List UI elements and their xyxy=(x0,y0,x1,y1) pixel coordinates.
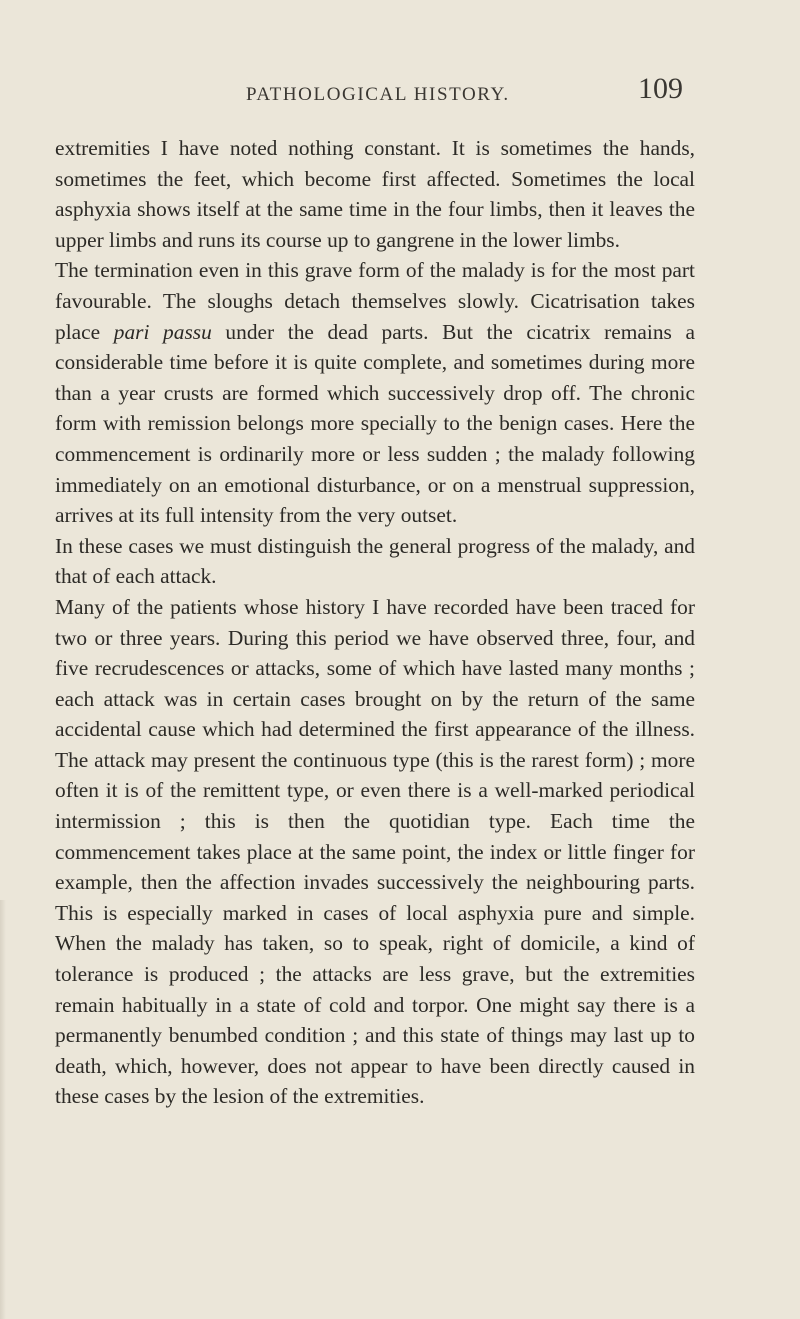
paragraph-patients: Many of the patients whose history I have recorded have been traced for two or three years. During this period we have observed three, four, and five recrudescences or attacks, some of which have lasted many months ; each attack was in certain cases brought on by the return of the same accidental cause which had determined the first appearance of the illness. The attack may present the continuous type (this is the rarest form) ; more often it is of the remittent type, or even there is a well-marked periodical intermission ; this is then the quotidian type. Each time the commencement takes place at the same point, the index or little finger for example, then the affection invades successively the neighbouring parts. This is especially marked in cases of local asphyxia pure and simple. When the malady has taken, so to speak, right of domicile, a kind of tolerance is produced ; the attacks are less grave, but the extremities remain habitually in a state of cold and torpor. One might say there is a permanently benumbed condition ; and this state of things may last up to death, which, however, does not appear to have been directly caused in these cases by the lesion of the extremities. xyxy=(55,594,695,1109)
paragraph-termination xyxy=(55,255,695,530)
paragraph-termination-text-b: under the dead parts. But the cicatrix remains a considerable time before it is quite complete, and sometimes during more than a year crusts are formed which successively drop off. The chronic form with remission belongs more specially to the benign cases. Here the commencement is ordinarily more or less sudden ; the malady following immediately on an emotional disturbance, or on a menstrual suppression, arrives at its full intensity from the very outset. xyxy=(55,319,696,528)
paragraph-distinguish: In these cases we must distinguish the general progress of the malady, and that of each attack. xyxy=(55,533,695,589)
page-number: 109 xyxy=(638,72,683,105)
paragraph-continuation: extremities I have noted nothing constant. It is sometimes the hands, sometimes the feet, which become first affected. Sometimes the local asphyxia shows itself at the same time in the four limbs, then it leaves the upper limbs and runs its course up to gangrene in the lower limbs. xyxy=(55,136,695,252)
paragraph-termination-text-a: The termination even in this grave form of the malady is for the most part favourable. The sloughs detach themselves slowly. Cicatrisation takes place xyxy=(55,258,695,344)
running-head: PATHOLOGICAL HISTORY. xyxy=(246,84,510,105)
page-header xyxy=(0,72,800,112)
page-edge-shadow xyxy=(0,900,6,1319)
latin-phrase: pari passu xyxy=(113,319,212,344)
body-text xyxy=(55,133,695,1112)
